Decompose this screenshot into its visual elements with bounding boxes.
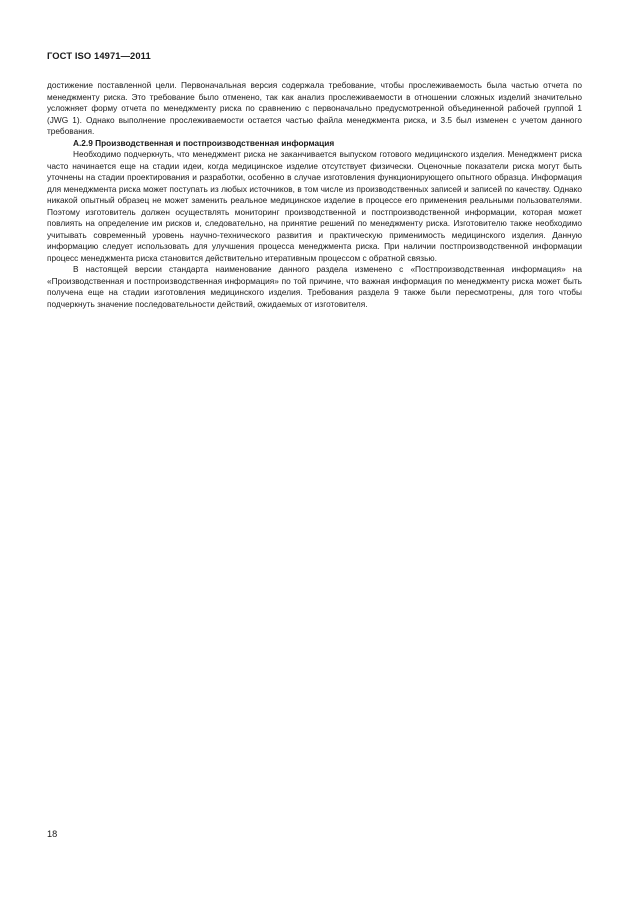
paragraph-continuation: достижение поставленной цели. Первоначальная версия содержала требование, чтобы прослеживаемость была частью отчета по менеджменту риска. Это требование было отменено, так как анализ прослеживаемости в отношении сложных изделий значительно усложняет форму отчета по менеджменту риска по сравнению с первоначально предусмотренной объединенной рабочей группой 1 (JWG 1). Однако выполнение прослеживаемости остается частью файла менеджмента риска, и 3.5 был изменен с учетом данного требования.	[47, 80, 582, 136]
paragraph: Необходимо подчеркнуть, что менеджмент риска не заканчивается выпуском готового медицинского изделия. Менеджмент риска часто начинается еще на стадии идеи, когда медицинское изделие отсутствует физически. Оценочные показатели риска могут быть уточнены на стадии проектирования и разработки, особенно в случае изготовления функционирующего опытного образца. Информация для менеджмента риска может поступать из любых источников, в том числе из производственных записей и записей по качеству. Однако никакой опытный образец не может заменить реальное медицинское изделие в процессе его применения реальными пользователями. Поэтому изготовитель должен осуществлять мониторинг производственной и постпроизводственной информации, которая может повлиять на определение им рисков и, следовательно, на принятие решений по менеджменту риска. Изготовителю также необходимо учитывать современный уровень научно-технического развития и практическую применимость медицинского изделия. Данную информацию следует использовать для улучшения процесса менеджмента риска. При наличии постпроизводственной информации процесс менеджмента риска становится действительно итеративным процессом с обратной связью.	[47, 149, 582, 263]
section-heading: А.2.9 Производственная и постпроизводственная информация	[73, 137, 335, 148]
document-header: ГОСТ ISO 14971—2011	[47, 50, 151, 61]
document-body	[47, 80, 582, 310]
paragraph: В настоящей версии стандарта наименование данного раздела изменено с «Постпроизводственная информация» на «Производственная и постпроизводственная информация» по той причине, что важная информация по менеджменту риска может быть получена еще на стадии изготовления медицинского изделия. Требования раздела 9 также были пересмотрены, для того чтобы подчеркнуть значение последовательности действий, ожидаемых от изготовителя.	[47, 264, 582, 309]
page-number: 18	[47, 829, 58, 839]
